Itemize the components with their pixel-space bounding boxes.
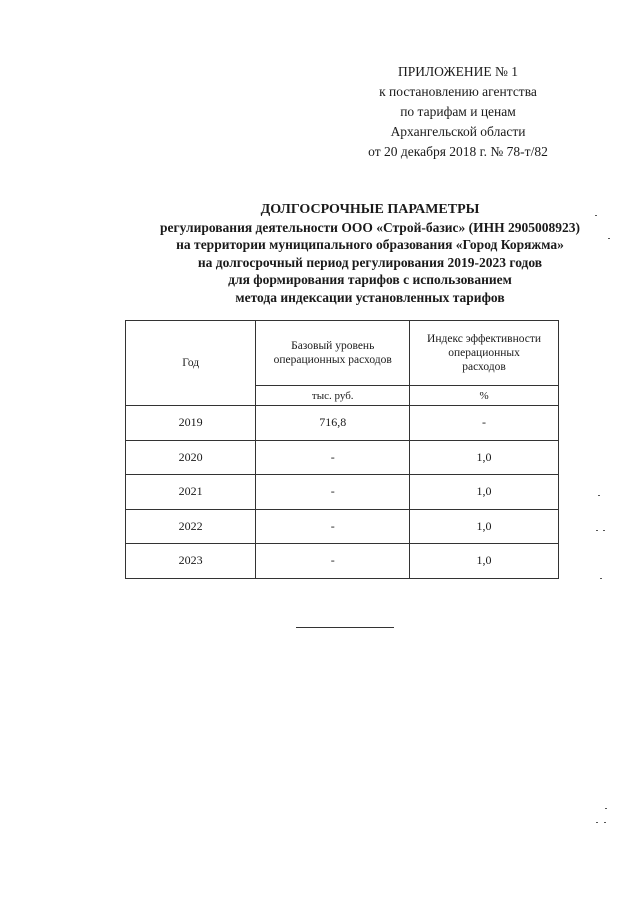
table-row — [126, 509, 559, 544]
cell-index: 1,0 — [410, 544, 559, 579]
scan-speck — [595, 215, 597, 216]
scan-speck — [605, 808, 607, 809]
unit-index: % — [410, 386, 559, 406]
header-index-line: операционных — [448, 347, 520, 359]
scan-speck — [608, 238, 610, 239]
scan-speck — [596, 822, 598, 823]
appendix-date: от 20 декабря 2018 г. № 78-т/82 — [368, 144, 548, 159]
header-base-line: операционных расходов — [273, 354, 392, 366]
table-row — [126, 544, 559, 579]
title-line: для формирования тарифов с использованием — [228, 272, 512, 287]
header-efficiency-index — [410, 321, 559, 386]
scan-speck — [600, 578, 602, 579]
title-line: на долгосрочный период регулирования 2019-2023 годов — [197, 254, 543, 270]
document-title — [20, 201, 640, 306]
title-heading: ДОЛГОСРОЧНЫЕ ПАРАМЕТРЫ — [260, 202, 480, 217]
title-line: метода индексации установленных тарифов — [235, 289, 505, 305]
cell-year: 2020 — [126, 440, 256, 475]
cell-base: - — [256, 475, 410, 510]
cell-base: - — [256, 509, 410, 544]
scan-speck — [598, 495, 600, 496]
appendix-block — [330, 62, 586, 162]
appendix-line: к постановлению агентства — [379, 84, 537, 99]
cell-year: 2023 — [126, 544, 256, 579]
header-index-line: Индекс эффективности — [427, 333, 542, 345]
table-row — [126, 406, 559, 441]
scan-speck — [604, 822, 606, 823]
appendix-line: Архангельской области — [390, 124, 526, 139]
cell-year: 2022 — [126, 509, 256, 544]
cell-index: 1,0 — [410, 509, 559, 544]
cell-base: - — [256, 544, 410, 579]
title-line: регулирования деятельности ООО «Строй-базис» (ИНН 2905008923) — [159, 219, 581, 235]
header-year-label: Год — [182, 357, 200, 369]
cell-index: - — [410, 406, 559, 441]
header-year — [126, 321, 256, 406]
unit-base: тыс. руб. — [256, 386, 410, 406]
cell-base: - — [256, 440, 410, 475]
table-header-row — [126, 321, 559, 386]
cell-year: 2019 — [126, 406, 256, 441]
header-base-line: Базовый уровень — [291, 340, 375, 352]
cell-index: 1,0 — [410, 440, 559, 475]
parameters-table — [125, 320, 559, 579]
title-line: на территории муниципального образования «Город Коряжма» — [176, 237, 564, 252]
scan-speck — [596, 530, 598, 531]
cell-year: 2021 — [126, 475, 256, 510]
header-base-level — [256, 321, 410, 386]
scan-speck — [603, 530, 605, 531]
end-divider-line — [296, 627, 394, 628]
table-row — [126, 475, 559, 510]
table-row — [126, 440, 559, 475]
header-index-line: расходов — [462, 361, 506, 373]
appendix-line: по тарифам и ценам — [400, 104, 516, 119]
cell-base: 716,8 — [256, 406, 410, 441]
appendix-number: ПРИЛОЖЕНИЕ № 1 — [397, 64, 519, 79]
cell-index: 1,0 — [410, 475, 559, 510]
